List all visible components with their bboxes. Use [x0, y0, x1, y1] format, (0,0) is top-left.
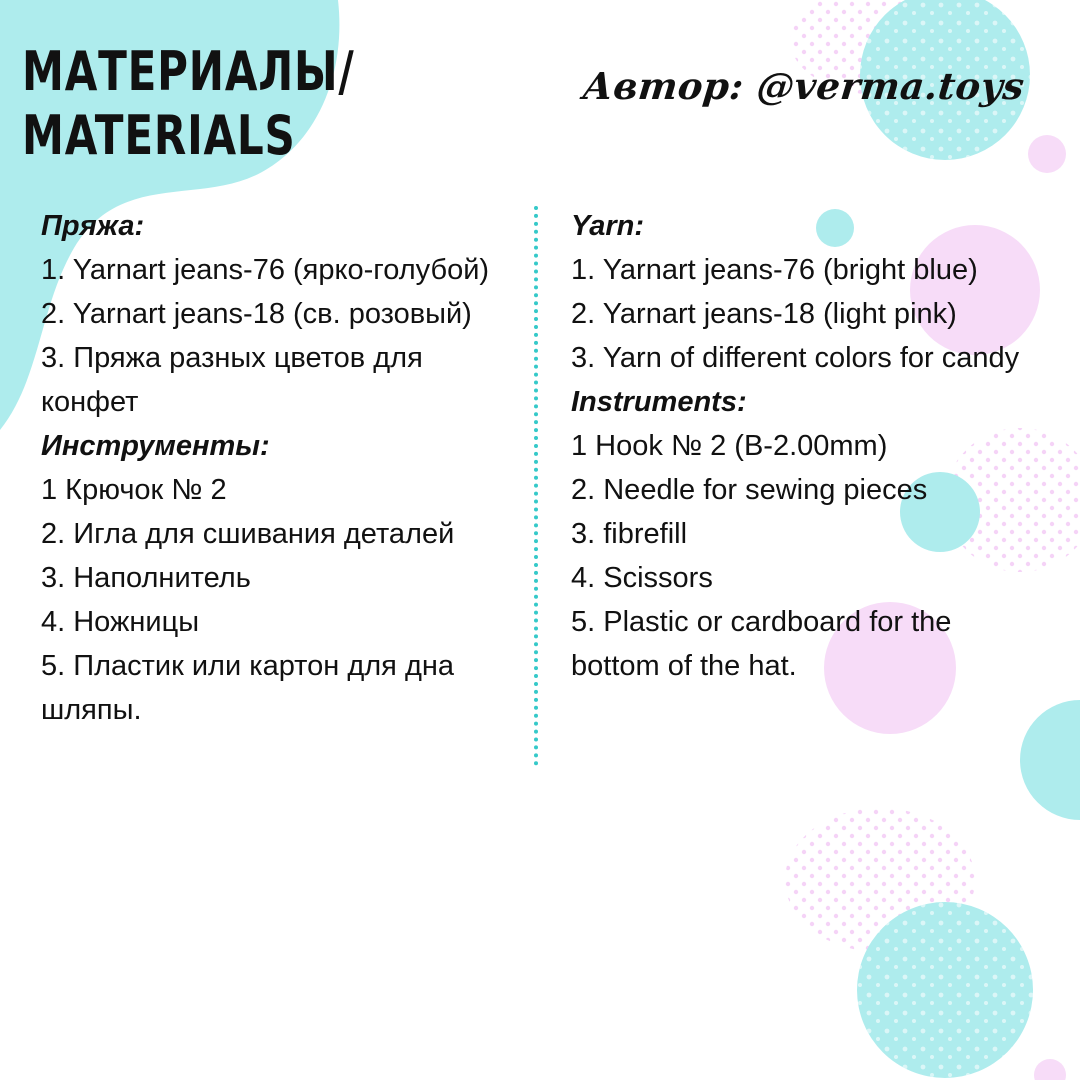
list-item: 2. Yarnart jeans-18 (св. розовый)	[41, 298, 472, 330]
yarn-list-ru	[41, 248, 523, 424]
russian-column	[41, 204, 523, 732]
list-item: 4. Scissors	[571, 562, 713, 594]
yarn-heading-en: Yarn:	[571, 210, 645, 242]
list-item: 3. Yarn of different colors for candy	[571, 342, 1020, 374]
list-item: 1 Hook № 2 (B-2.00mm)	[571, 430, 888, 462]
pink-circle-bottom-corner	[1034, 1059, 1066, 1080]
tools-heading-en: Instruments:	[571, 386, 747, 418]
list-item: 2. Needle for sewing pieces	[571, 474, 928, 506]
list-item: 3. fibrefill	[571, 518, 688, 550]
list-item: 1. Yarnart jeans-76 (ярко-голубой)	[41, 254, 490, 286]
list-item: 2. Yarnart jeans-18 (light pink)	[571, 298, 957, 330]
title-line-english: MATERIALS	[22, 104, 296, 167]
list-item: 3. Пряжа разных цветов для конфет	[41, 342, 423, 418]
pink-circle-small-top	[1028, 135, 1066, 173]
blue-circle-bottom-dots	[857, 902, 1033, 1078]
blue-circle-edge-right	[1020, 700, 1080, 820]
english-column	[571, 204, 1041, 688]
list-item: 5. Пластик или картон для дна шляпы.	[41, 650, 455, 726]
author-credit: Автор: @verma.toys	[580, 64, 1027, 108]
yarn-heading-ru: Пряжа:	[41, 210, 145, 242]
list-item: 3. Наполнитель	[41, 562, 251, 594]
list-item: 5. Plastic or cardboard for the bottom of the hat.	[571, 606, 952, 682]
tools-list-ru	[41, 468, 523, 732]
title-line-russian: МАТЕРИАЛЫ/	[22, 40, 355, 103]
column-divider	[534, 206, 538, 766]
list-item: 1. Yarnart jeans-76 (bright blue)	[571, 254, 978, 286]
page-title	[22, 40, 355, 168]
tools-heading-ru: Инструменты:	[41, 430, 270, 462]
tools-list-en	[571, 424, 1041, 688]
yarn-list-en	[571, 248, 1041, 380]
list-item: 1 Крючок № 2	[41, 474, 227, 506]
list-item: 4. Ножницы	[41, 606, 200, 638]
list-item: 2. Игла для сшивания деталей	[41, 518, 455, 550]
